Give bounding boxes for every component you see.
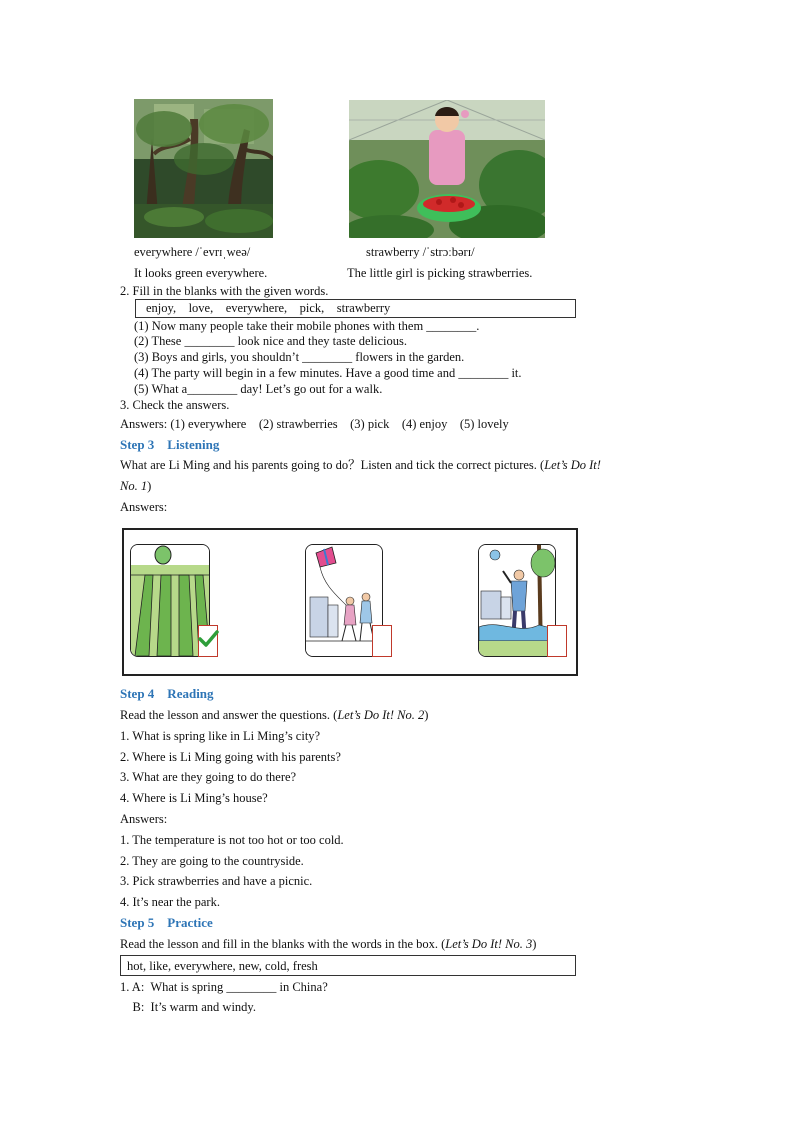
step3-instruction-ref2: No. 1 [120,479,148,493]
tickbox-1[interactable] [198,625,218,657]
forest-image [134,99,273,238]
step3-instruction-ref: Let’s Do It! [544,458,601,472]
check-mark-icon [197,628,219,650]
step4-question-3: 3. What are they going to do there? [120,770,297,784]
step3-instruction-end: ) [147,479,152,493]
exercise2-item-3: (3) Boys and girls, you shouldn’t ________ flowers in the garden. [134,350,465,364]
step5-instruction-main: Read the lesson and fill in the blanks with the words in the box. ( [120,937,446,951]
step4-heading: Step 4 Reading [120,686,214,701]
step4-question-2: 2. Where is Li Ming going with his parents? [120,750,341,764]
vocab-sentence-strawberry: The little girl is picking strawberries. [347,266,533,280]
step3-instruction-main: What are Li Ming and his parents going to do？Listen and tick the correct pictures. ( [120,458,545,472]
exercise2-word-box [135,299,576,318]
tickbox-3[interactable] [547,625,567,657]
step5-instruction-end: ) [532,937,537,951]
step4-question-1: 1. What is spring like in Li Ming’s city? [120,729,321,743]
step5-item-1a: 1. A: What is spring ________ in China? [120,980,328,994]
step5-heading: Step 5 Practice [120,915,213,930]
tickbox-2[interactable] [372,625,392,657]
man-drawing [479,545,555,656]
vocab-word-strawberry: strawberry /ˈstrɔːbərɪ/ [366,245,475,259]
step4-answer-1: 1. The temperature is not too hot or too cold. [120,833,344,847]
step3-answers-label: Answers: [120,500,168,514]
picture-man-by-river [478,544,556,657]
exercise2-item-4: (4) The party will begin in a few minutes. Have a good time and ________ it. [134,366,522,380]
strawberry-girl-image [349,100,545,238]
step3-instruction-line2 [120,478,151,494]
exercise3-answers: Answers: (1) everywhere (2) strawberries (3) pick (4) enjoy (5) lovely [120,417,509,431]
step4-answer-2: 2. They are going to the countryside. [120,854,304,868]
step5-instruction [120,936,536,952]
step4-instruction-end: ) [424,708,429,722]
exercise2-item-2: (2) These ________ look nice and they taste delicious. [134,334,407,348]
exercise2-heading: 2. Fill in the blanks with the given words. [120,284,329,298]
kite-drawing [306,545,382,656]
vocab-word-everywhere: everywhere /ˈevrɪˌweə/ [134,245,251,259]
step4-answer-4: 4. It’s near the park. [120,895,220,909]
exercise2-word-box-text: enjoy, love, everywhere, pick, strawberry [146,301,391,315]
forest-photo [134,99,273,238]
step5-item-1b: B: It’s warm and windy. [120,1000,256,1014]
step5-instruction-ref: Let’s Do It! No. 3 [445,937,533,951]
listening-pictures-frame [122,528,578,676]
strawberry-photo [349,100,545,238]
step4-question-4: 4. Where is Li Ming’s house? [120,791,268,805]
step3-instruction [120,457,601,473]
step5-word-box-text: hot, like, everywhere, new, cold, fresh [127,959,318,973]
exercise3-heading: 3. Check the answers. [120,398,230,412]
step4-instruction [120,707,428,723]
exercise2-item-5: (5) What a________ day! Let’s go out for a walk. [134,382,383,396]
step4-answers-label: Answers: [120,812,168,826]
step5-word-box [120,955,576,976]
step4-instruction-main: Read the lesson and answer the questions. ( [120,708,338,722]
exercise2-item-1: (1) Now many people take their mobile phones with them ________. [134,319,480,333]
step3-heading: Step 3 Listening [120,437,220,452]
vocab-sentence-everywhere: It looks green everywhere. [134,266,268,280]
step4-instruction-ref: Let’s Do It! No. 2 [337,708,425,722]
step4-answer-3: 3. Pick strawberries and have a picnic. [120,874,313,888]
